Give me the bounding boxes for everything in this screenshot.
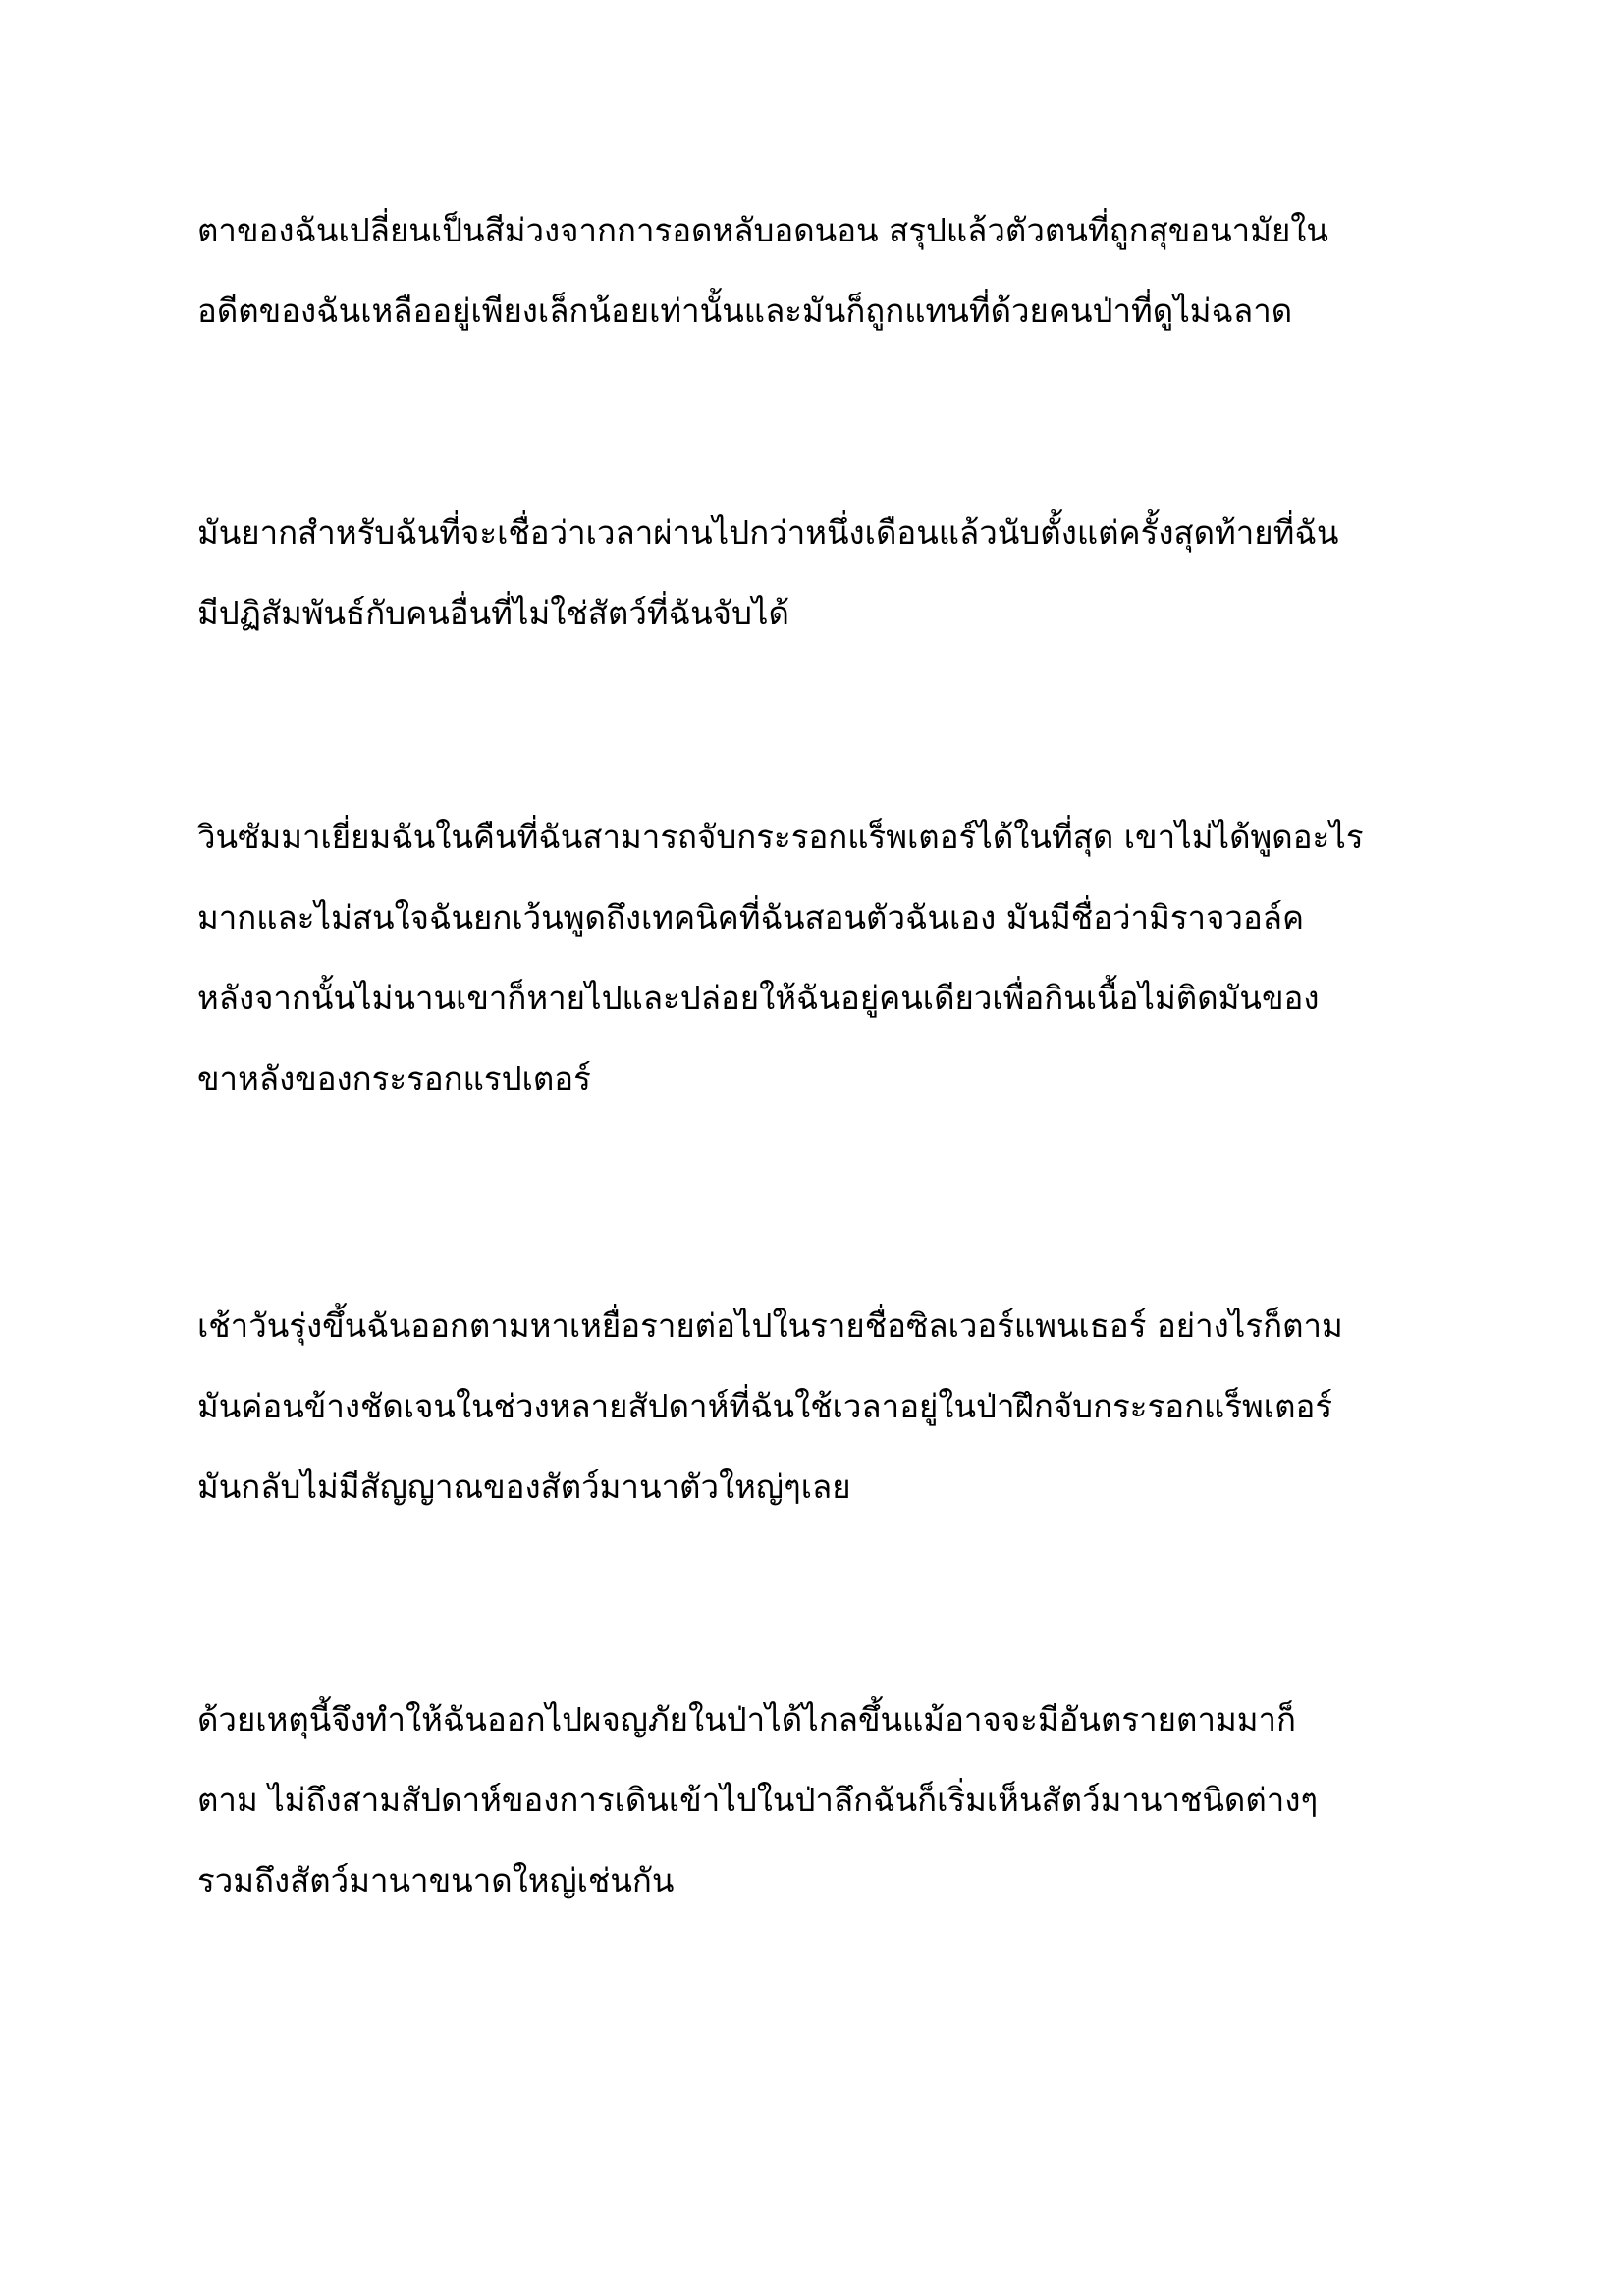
paragraph-line: ตาม ไม่ถึงสามสัปดาห์ของการเดินเข้าไปในป่าลึกฉันก็เริ่มเห็นสัตว์มานาชนิดต่างๆ — [197, 1781, 1319, 1819]
paragraph-line: วินซัมมาเยี่ยมฉันในคืนที่ฉันสามารถจับกระรอกแร็พเตอร์ได้ในที่สุด เขาไม่ได้พูดอะไร — [197, 818, 1364, 856]
paragraph-line: มากและไม่สนใจฉันยกเว้นพูดถึงเทคนิคที่ฉันสอนตัวฉันเอง มันมีชื่อว่ามิราจวอล์ค — [197, 898, 1305, 936]
paragraph-line: เช้าวันรุ่งขึ้นฉันออกตามหาเหยื่อรายต่อไปในรายชื่อซิลเวอร์แพนเธอร์ อย่างไรก็ตาม — [197, 1307, 1343, 1345]
paragraph-line: หลังจากนั้นไม่นานเขาก็หายไปและปล่อยให้ฉันอยู่คนเดียวเพื่อกินเนื้อไม่ติดมันของ — [197, 979, 1320, 1017]
paragraph-line: ขาหลังของกระรอกแรปเตอร์ — [197, 1059, 591, 1097]
paragraph-line: ด้วยเหตุนี้จึงทำให้ฉันออกไปผจญภัยในป่าได้ไกลขึ้นแม้อาจจะมีอันตรายตามมาก็ — [197, 1700, 1296, 1738]
paragraph-line: มันค่อนข้างชัดเจนในช่วงหลายสัปดาห์ที่ฉันใช้เวลาอยู่ในป่าฝึกจับกระรอกแร็พเตอร์ — [197, 1387, 1333, 1425]
paragraph-line: มีปฏิสัมพันธ์กับคนอื่นที่ไม่ใช่สัตว์ที่ฉันจับได้ — [197, 594, 789, 632]
paragraph-line: มันยากสำหรับฉันที่จะเชื่อว่าเวลาผ่านไปกว่าหนึ่งเดือนแล้วนับตั้งแต่ครั้งสุดท้ายที่ฉัน — [197, 513, 1339, 552]
paragraph-line: มันกลับไม่มีสัญญาณของสัตว์มานาตัวใหญ่ๆเลย — [197, 1468, 851, 1506]
paragraph-line: อดีตของฉันเหลืออยู่เพียงเล็กน้อยเท่านั้นและมันก็ถูกแทนที่ด้วยคนป่าที่ดูไม่ฉลาด — [197, 292, 1293, 330]
paragraph-line: ตาของฉันเปลี่ยนเป็นสีม่วงจากการอดหลับอดนอน สรุปแล้วตัวตนที่ถูกสุขอนามัยใน — [197, 211, 1328, 249]
paragraph-line: รวมถึงสัตว์มานาขนาดใหญ่เช่นกัน — [197, 1861, 675, 1899]
